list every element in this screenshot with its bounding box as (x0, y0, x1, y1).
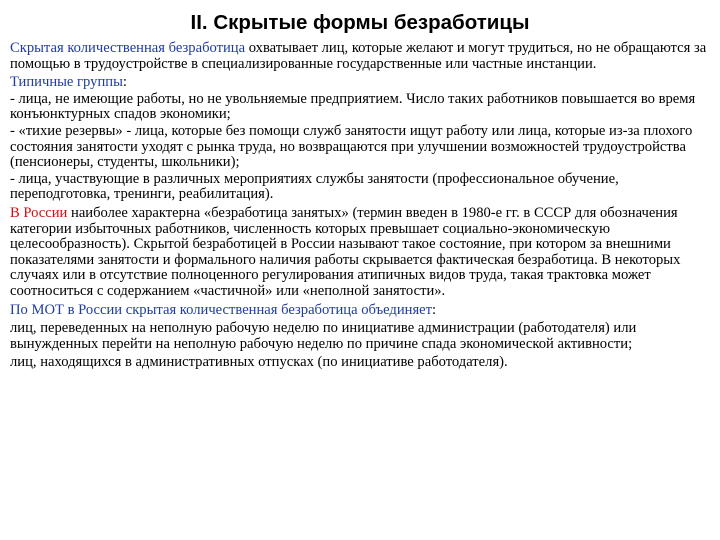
paragraph-hidden-unemployment (10, 41, 710, 72)
term-hidden-quantitative-unemployment: Скрытая количественная безработица (10, 40, 246, 56)
term-in-russia: В России (10, 204, 68, 221)
paragraph-ilo (10, 303, 710, 319)
list-item-part-time-week: лиц, переведенных на неполную рабочую неделю по инициативе администрации (работодателя) или вынужденных перейти на неполную рабочую неделю по причине спада экономической активности; (10, 320, 637, 352)
slide-body (10, 41, 710, 371)
paragraph-text: охватывает лиц, которые желают и могут трудиться, но не обращаются за помощью в трудоустройстве в специализированные государственные или частные инстанции. (10, 40, 707, 72)
term-ilo-definition: По МОТ в России скрытая количественная безработица объединяет (10, 301, 433, 318)
paragraph-typical-groups (10, 75, 710, 91)
paragraph-text: : (432, 301, 437, 318)
slide-title: II. Скрытые формы безработицы (190, 11, 530, 34)
list-item-quiet-reserves: - «тихие резервы» - лица, которые без помощи служб занятости ищут работу или лица, которые из-за плохого состояния занятости уходят с рынка труда, но возвращаются при улучшении возможностей трудоустройства (пенсионеры, студенты, школьники); (10, 122, 693, 171)
list-item-employment-service-participants: - лица, участвующие в различных мероприятиях службы занятости (профессиональное обучение, переподготовка, тренинги, реабилитация). (10, 170, 619, 203)
paragraph-text: наиболее характерна «безработица занятых» (термин введен в 1980-е гг. в СССР для обозначения категории избыточных работников, численность которых превышает социально-экономическую целесообразность). Скрытой безработицей в России называют такое состояние, при котором за внешними показателями занятости и формального наличия работы скрывается фактическая безработица. В некоторых случаях или в отсутствие полноценного регулирования атипичных видов труда, такая трактовка может соотноситься с содержанием «частичной» или «неполной занятости». (10, 204, 681, 299)
paragraph-russia (10, 206, 710, 300)
paragraph-text: : (122, 74, 127, 91)
list-item-not-dismissed: - лица, не имеющие работы, но не увольняемые предприятием. Число таких работников повышается во время конъюнктурных спадов экономики; (10, 90, 696, 123)
list-item-administrative-leave: лиц, находящихся в административных отпусках (по инициативе работодателя). (10, 354, 508, 371)
term-typical-groups: Типичные группы (10, 74, 123, 91)
